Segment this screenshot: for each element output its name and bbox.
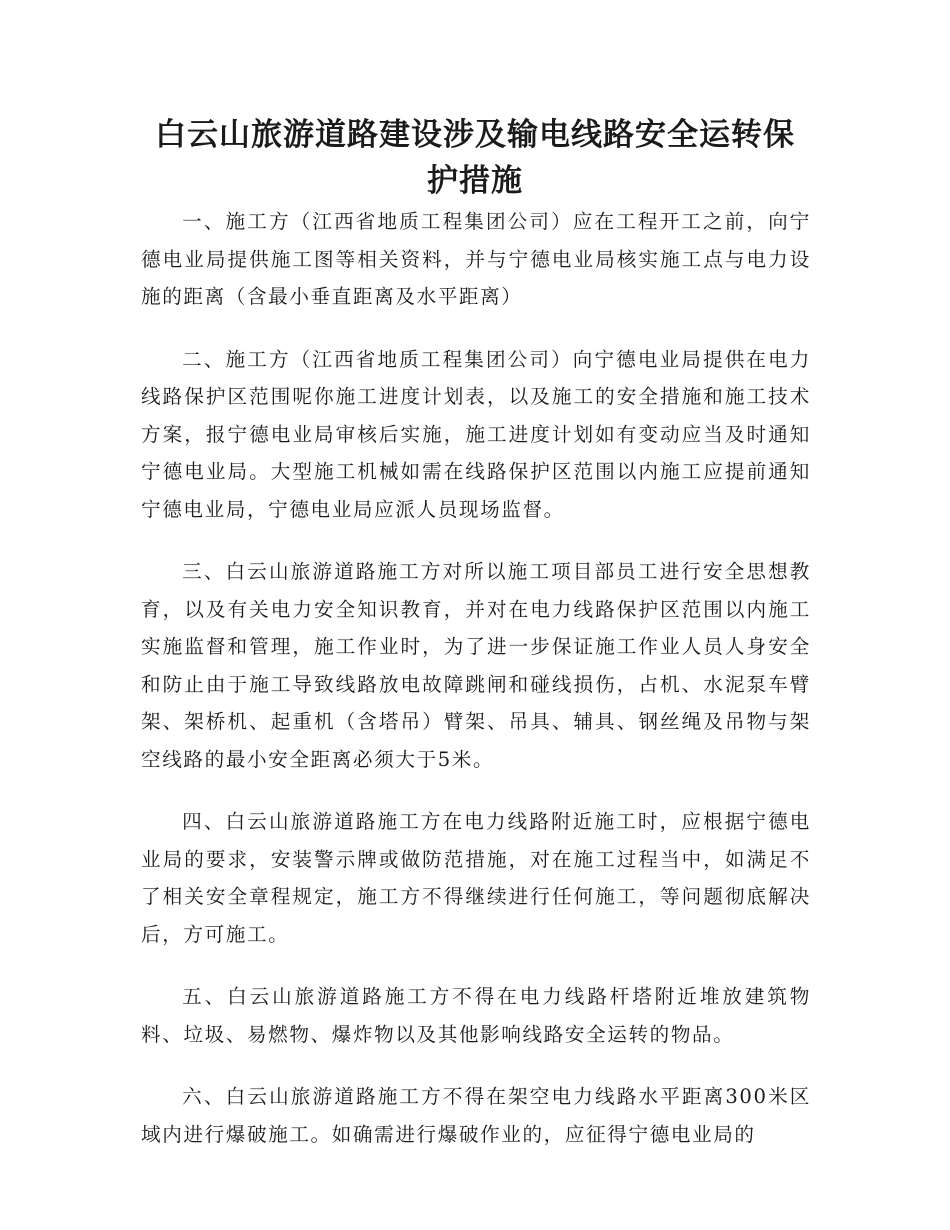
paragraph-5: 五、白云山旅游道路施工方不得在电力线路杆塔附近堆放建筑物料、垃圾、易燃物、爆炸物以及其他影响线路安全运转的物品。 bbox=[141, 985, 811, 1046]
paragraph-2: 二、施工方（江西省地质工程集团公司）向宁德电业局提供在电力线路保护区范围呢你施工进度计划表，以及施工的安全措施和施工技术方案，报宁德电业局审核后实施，施工进度计划如有变动应当及时通知宁德电业局。大型施工机械如需在线路保护区范围以内施工应提前通知宁德电业局，宁德电业局应派人员现场监督。 bbox=[141, 347, 811, 521]
document-title: 白云山旅游道路建设涉及输电线路安全运转保护措施 bbox=[155, 117, 795, 199]
paragraph-3: 三、白云山旅游道路施工方对所以施工项目部员工进行安全思想教育，以及有关电力安全知识教育，并对在电力线路保护区范围以内施工实施监督和管理，施工作业时，为了进一步保证施工作业人员人身安全和防止由于施工导致线路放电故障跳闸和碰线损伤，占机、水泥泵车臂架、架桥机、起重机（含塔吊）臂架、吊具、辅具、钢丝绳及吊物与架空线路的最小安全距离必须大于5米。 bbox=[141, 560, 811, 771]
document-body bbox=[141, 203, 811, 1178]
paragraph-1: 一、施工方（江西省地质工程集团公司）应在工程开工之前，向宁德电业局提供施工图等相关资料，并与宁德电业局核实施工点与电力设施的距离（含最小垂直距离及水平距离） bbox=[141, 210, 811, 308]
paragraph-6: 六、白云山旅游道路施工方不得在架空电力线路水平距离300米区域内进行爆破施工。如确需进行爆破作业的，应征得宁德电业局的 bbox=[141, 1085, 811, 1146]
paragraph-4: 四、白云山旅游道路施工方在电力线路附近施工时，应根据宁德电业局的要求，安装警示牌或做防范措施，对在施工过程当中，如满足不了相关安全章程规定，施工方不得继续进行任何施工，等问题彻底解决后，方可施工。 bbox=[141, 810, 811, 946]
